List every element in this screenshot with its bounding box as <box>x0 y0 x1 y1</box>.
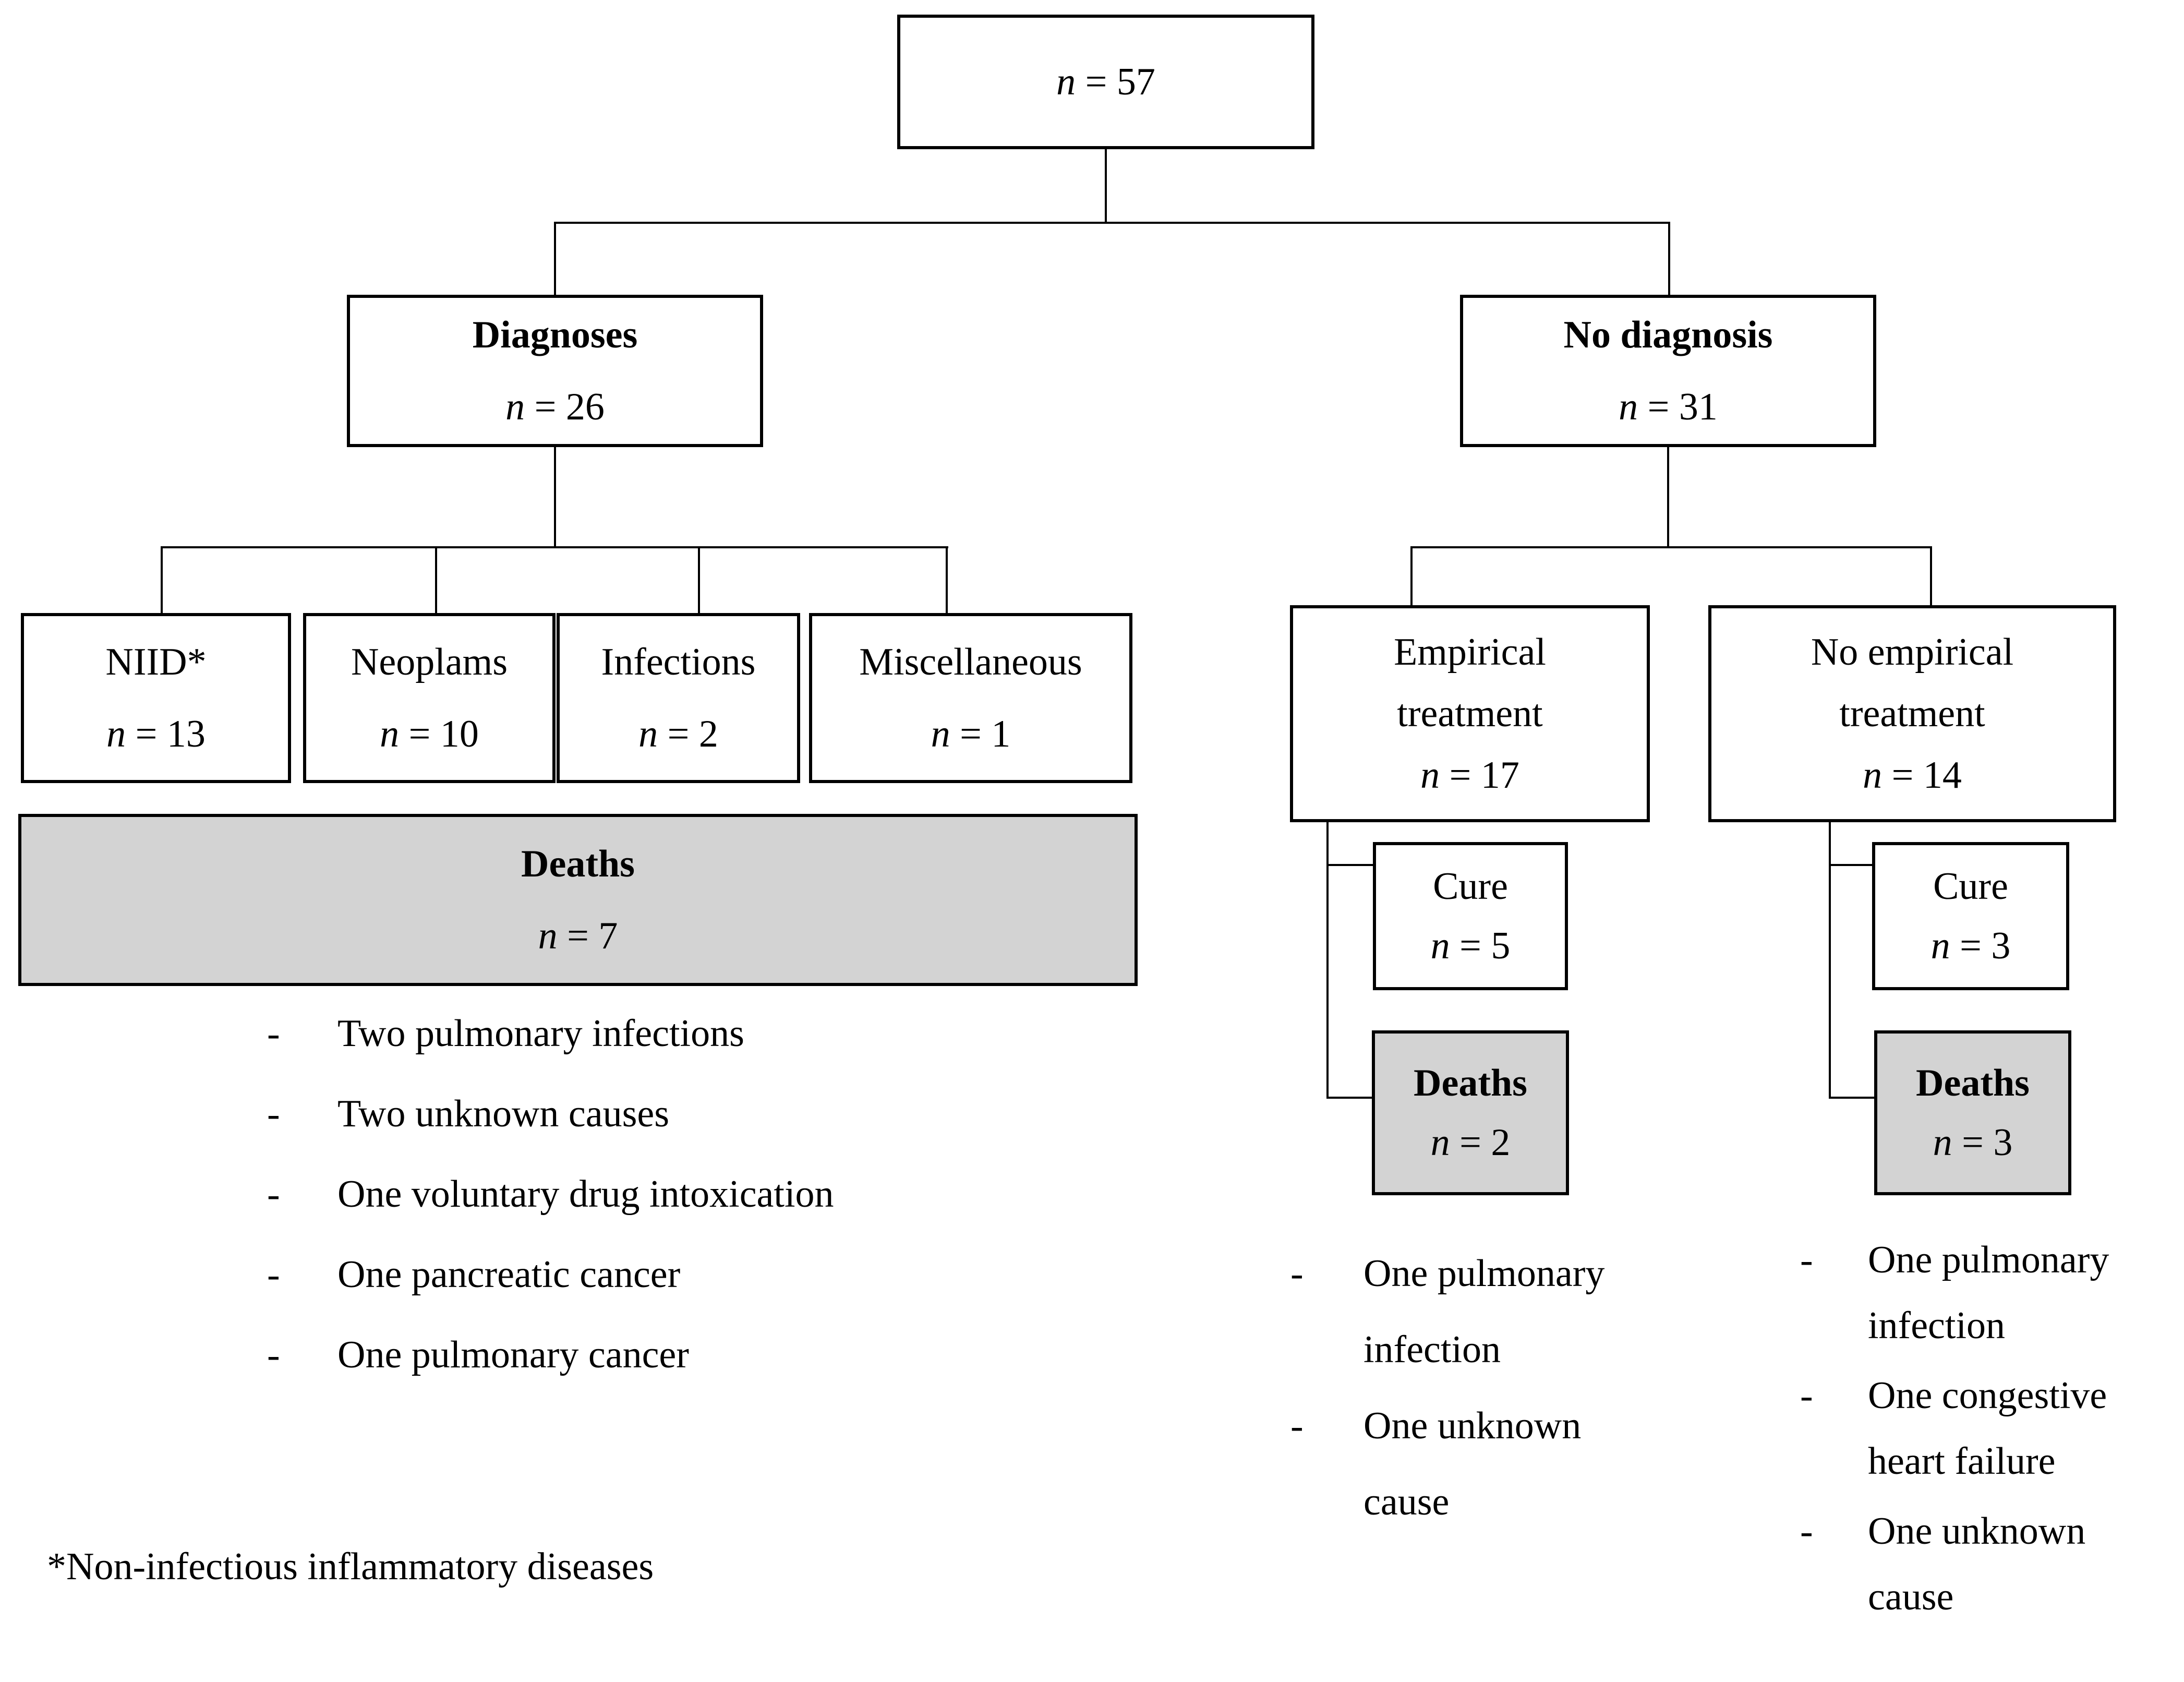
connector-diagnoses-down <box>554 447 556 547</box>
connector-to-infections <box>698 547 700 614</box>
cause-text: One unknown cause <box>1868 1510 2086 1618</box>
node-no-empirical-treatment <box>1708 605 2116 822</box>
bracket-empirical-cure-stub <box>1326 864 1374 866</box>
list-item <box>267 1014 1224 1053</box>
list-item <box>267 1255 1224 1294</box>
deaths-empirical-cause-list <box>1290 1235 1656 1540</box>
node-miscellaneous-title: Miscellaneous <box>859 641 1082 683</box>
list-item <box>267 1333 1224 1376</box>
cause-text: One pulmonary cancer <box>337 1333 689 1376</box>
bullet-dash: - <box>267 1333 280 1376</box>
deaths-diagnoses-cause-list <box>267 1014 1224 1416</box>
node-diagnoses-title: Diagnoses <box>472 314 638 356</box>
list-item <box>1800 1363 2150 1494</box>
node-deaths-empirical-n: n = 2 <box>1430 1121 1511 1164</box>
node-empirical-line1: Empirical <box>1394 631 1546 674</box>
list-item <box>1800 1498 2150 1630</box>
connector-to-neoplams <box>435 547 437 614</box>
bullet-dash: - <box>267 1092 280 1135</box>
footnote: *Non-infectious inflammatory diseases <box>47 1545 654 1588</box>
bracket-no-empirical-deaths-stub <box>1829 1097 1876 1099</box>
bullet-dash: - <box>1800 1510 1813 1553</box>
node-cure-no-empirical <box>1872 842 2069 990</box>
node-deaths-diagnoses-n: n = 7 <box>538 915 618 957</box>
node-neoplams-n: n = 10 <box>380 713 479 755</box>
node-no-empirical-n: n = 14 <box>1863 754 1962 797</box>
node-cure-empirical-n: n = 5 <box>1430 924 1511 967</box>
node-cure-no-empirical-title: Cure <box>1933 865 2008 908</box>
connector-no-diagnosis-horizontal <box>1410 546 1932 548</box>
node-deaths-no-empirical <box>1874 1030 2071 1195</box>
node-cure-no-empirical-n: n = 3 <box>1930 924 2011 967</box>
node-deaths-empirical <box>1372 1030 1569 1195</box>
connector-level1-horizontal <box>554 222 1670 224</box>
node-deaths-diagnoses <box>18 814 1138 986</box>
list-item <box>1290 1235 1656 1388</box>
bracket-empirical-deaths-stub <box>1326 1097 1373 1099</box>
cause-text: Two pulmonary infections <box>337 1012 744 1055</box>
bullet-dash: - <box>1290 1252 1304 1295</box>
list-item <box>267 1175 1224 1214</box>
node-no-diagnosis <box>1460 295 1876 447</box>
node-deaths-no-empirical-title: Deaths <box>1916 1062 2030 1104</box>
node-deaths-no-empirical-n: n = 3 <box>1933 1121 2013 1164</box>
list-item <box>1290 1388 1656 1540</box>
cause-text: One pulmonary infection <box>1868 1239 2109 1347</box>
node-diagnoses <box>347 295 763 447</box>
node-total <box>897 15 1314 149</box>
connector-to-no-empirical <box>1930 547 1932 606</box>
bullet-dash: - <box>1800 1239 1813 1281</box>
node-deaths-empirical-title: Deaths <box>1414 1062 1527 1104</box>
bullet-dash: - <box>267 1173 280 1216</box>
node-cure-empirical-title: Cure <box>1433 865 1508 908</box>
bullet-dash: - <box>1800 1374 1813 1417</box>
node-niid-n: n = 13 <box>106 713 206 755</box>
node-no-diagnosis-title: No diagnosis <box>1563 314 1773 356</box>
node-infections-n: n = 2 <box>638 713 718 755</box>
cause-text: Two unknown causes <box>337 1092 670 1135</box>
node-no-empirical-line1: No empirical <box>1811 631 2014 674</box>
node-empirical-line2: treatment <box>1397 692 1543 735</box>
node-infections-title: Infections <box>601 641 756 683</box>
connector-to-niid <box>161 547 163 614</box>
cause-text: One congestive heart failure <box>1868 1374 2107 1483</box>
node-no-diagnosis-n: n = 31 <box>1619 386 1718 428</box>
node-infections <box>557 613 800 783</box>
deaths-no-empirical-cause-list <box>1800 1227 2150 1634</box>
node-miscellaneous-n: n = 1 <box>931 713 1011 755</box>
node-no-empirical-line2: treatment <box>1839 692 1985 735</box>
node-neoplams <box>303 613 556 783</box>
bullet-dash: - <box>267 1253 280 1296</box>
cause-text: One pancreatic cancer <box>337 1253 681 1296</box>
connector-root-down <box>1105 149 1107 223</box>
cause-text: One unknown cause <box>1364 1404 1582 1523</box>
node-empirical-treatment <box>1290 605 1650 822</box>
node-diagnoses-n: n = 26 <box>505 386 605 428</box>
bracket-no-empirical-cure-stub <box>1829 864 1874 866</box>
connector-no-diagnosis-down <box>1667 447 1669 547</box>
connector-to-diagnoses <box>554 223 556 296</box>
list-item <box>267 1092 1224 1135</box>
bullet-dash: - <box>1290 1404 1304 1447</box>
node-niid-title: NIID* <box>105 641 207 683</box>
connector-to-miscellaneous <box>946 547 948 614</box>
connector-to-no-diagnosis <box>1668 223 1670 296</box>
cause-text: One voluntary drug intoxication <box>337 1173 834 1216</box>
list-item <box>1800 1227 2150 1359</box>
cause-text: One pulmonary infection <box>1364 1252 1605 1371</box>
node-deaths-diagnoses-title: Deaths <box>521 843 635 885</box>
node-neoplams-title: Neoplams <box>351 641 508 683</box>
node-total-n: n = 57 <box>1056 61 1155 103</box>
node-empirical-n: n = 17 <box>1420 754 1519 797</box>
node-cure-empirical <box>1373 842 1568 990</box>
connector-diagnoses-horizontal <box>161 546 948 548</box>
bullet-dash: - <box>267 1012 280 1055</box>
node-miscellaneous <box>809 613 1132 783</box>
node-niid <box>21 613 291 783</box>
connector-to-empirical <box>1410 547 1413 606</box>
